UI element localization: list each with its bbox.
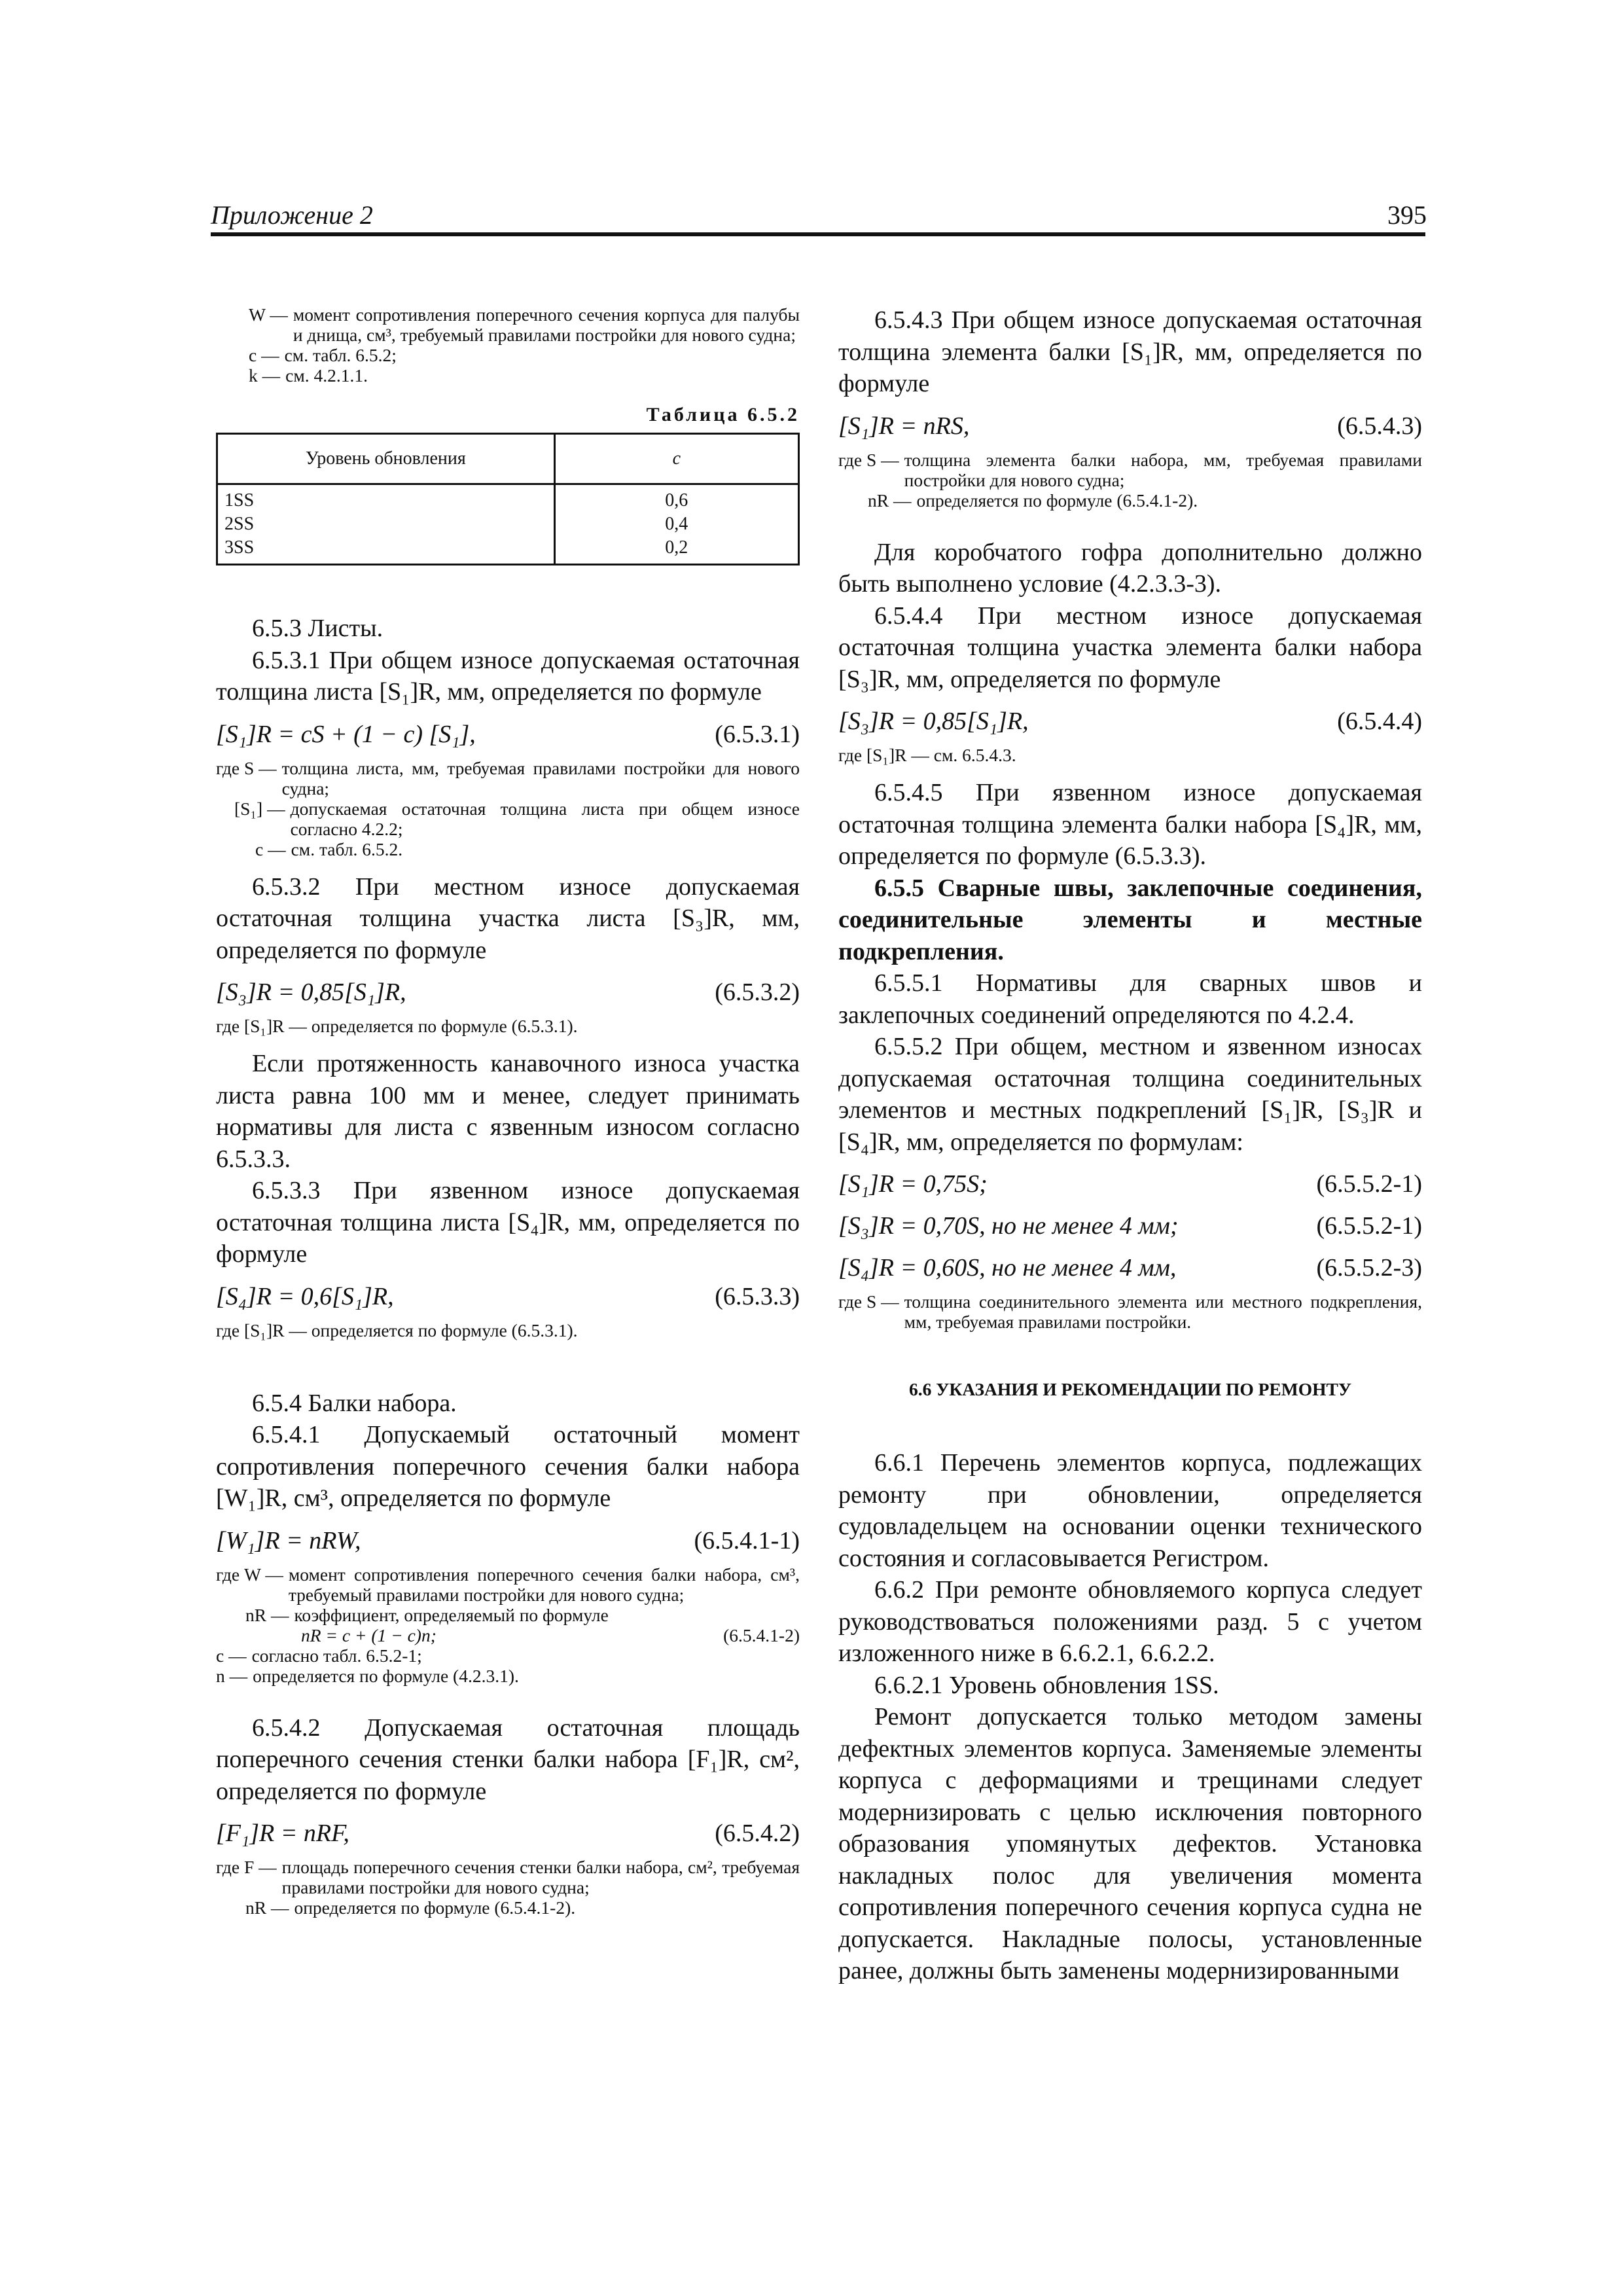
formula <box>216 719 800 750</box>
definition-row <box>216 304 800 345</box>
section-heading: 6.5.4 Балки набора. <box>252 1389 457 1417</box>
table-header-row <box>217 434 799 484</box>
formula <box>838 1252 1422 1283</box>
definition-desc: см. табл. 6.5.2. <box>291 838 403 859</box>
formula-number: (6.5.5.2-1) <box>1316 1212 1422 1240</box>
subformula-number: (6.5.4.1-2) <box>723 1624 800 1645</box>
right-column <box>838 304 1422 1987</box>
paragraph: 6.5.3.3 При язвенном износе допускаемая остаточная толщина листа [S₄]R, мм, определяется по формуле <box>216 1177 800 1268</box>
definition-term: k — <box>249 365 281 386</box>
definition-row <box>216 1605 800 1625</box>
paragraph: 6.5.4.1 Допускаемый остаточный момент сопротивления поперечного сечения балки набора [W₁]R, см³, определяется по формуле <box>216 1421 800 1512</box>
formula-expression: [S₄]R = 0,6[S₁]R, <box>216 1282 394 1310</box>
definition-term: где F — <box>216 1857 277 1877</box>
formula-definitions <box>838 450 1422 511</box>
formula-number: (6.5.3.1) <box>715 720 800 748</box>
formula-definition: где [S₁]R — см. 6.5.4.3. <box>838 745 1016 765</box>
definition-term: nR — <box>245 1897 289 1918</box>
formula <box>838 410 1422 442</box>
formula-definitions <box>216 1564 800 1686</box>
definition-term: где S — <box>838 449 899 470</box>
definition-row <box>216 1666 800 1686</box>
definition-desc: согласно табл. 6.5.2-1; <box>251 1645 422 1666</box>
chapter-heading: 6.6 УКАЗАНИЯ И РЕКОМЕНДАЦИИ ПО РЕМОНТУ <box>908 1379 1352 1399</box>
formula-number: (6.5.4.4) <box>1337 708 1422 735</box>
definition-row <box>216 758 800 798</box>
formula <box>838 1168 1422 1200</box>
formula-number: (6.5.4.2) <box>715 1820 800 1847</box>
section-heading: 6.5.3 Листы. <box>252 615 383 642</box>
definition-row <box>216 365 800 386</box>
definition-row <box>838 490 1422 511</box>
left-column <box>216 304 800 1918</box>
formula <box>838 706 1422 737</box>
definition-desc: момент сопротивления поперечного сечения корпуса для палубы и днища, см³, требуемый правилами постройки для нового судна; <box>293 304 800 345</box>
definition-term: W — <box>249 304 288 325</box>
definition-row <box>216 798 800 839</box>
definition-row <box>216 1897 800 1918</box>
definition-desc: см. табл. 6.5.2; <box>284 345 397 365</box>
definition-desc: определяется по формуле (6.5.4.1-2). <box>294 1897 576 1918</box>
formula <box>216 1525 800 1556</box>
paragraph: Если протяженность канавочного износа участка листа равна 100 мм и менее, следует принимать нормативы для листа с язвенным износом согласно 6.5.3.3. <box>216 1050 800 1173</box>
formula <box>216 1281 800 1312</box>
subformula-expression: nR = c + (1 − c)n; <box>301 1624 437 1645</box>
formula-expression: [S₁]R = nRS, <box>838 412 970 440</box>
table-row <box>217 484 799 565</box>
renewal-level-table <box>216 433 800 565</box>
formula-expression: [S₄]R = 0,60S, но не менее 4 мм, <box>838 1254 1177 1282</box>
definition-row <box>216 1564 800 1605</box>
paragraph: 6.5.5.1 Нормативы для сварных швов и заклепочных соединений определяются по 4.2.4. <box>838 969 1422 1029</box>
definition-desc: толщина соединительного элемента или местного подкрепления, мм, требуемая правилами постройки. <box>904 1291 1422 1332</box>
formula <box>838 1210 1422 1242</box>
paragraph: 6.5.4.4 При местном износе допускаемая остаточная толщина участка элемента балки набора [S₃]R, мм, определяется по формуле <box>838 601 1422 693</box>
header-rule <box>211 232 1425 236</box>
definition-term: nR — <box>868 490 912 511</box>
paragraph: 6.5.5.2 При общем, местном и язвенном износах допускаемая остаточная толщина соединительных элементов и местных подкреплений [S₁]R, [S₃]R и [S₄]R, мм, определяется по формулам: <box>838 1033 1422 1156</box>
definition-desc: коэффициент, определяемый по формуле <box>294 1604 609 1625</box>
definition-row <box>838 1291 1422 1332</box>
definition-desc: толщина элемента балки набора, мм, требуемая правилами постройки для нового судна; <box>904 449 1422 490</box>
definition-subformula-row <box>216 1625 800 1645</box>
paragraph: 6.6.2.1 Уровень обновления 1SS. <box>874 1671 1219 1699</box>
table-cell-levels: 1SS 2SS 3SS <box>217 484 555 565</box>
definition-desc: определяется по формуле (4.2.3.1). <box>253 1665 519 1686</box>
section-heading: 6.5.5 Сварные швы, заклепочные соединения, соединительные элементы и местные подкрепления. <box>838 874 1422 965</box>
paragraph: 6.5.4.5 При язвенном износе допускаемая остаточная толщина элемента балки набора [S₄]R, мм, определяется по формуле (6.5.3.3). <box>838 779 1422 870</box>
paragraph: 6.5.4.3 При общем износе допускаемая остаточная толщина элемента балки [S₁]R, мм, определяется по формуле <box>838 306 1422 397</box>
formula-definition: где [S₁]R — определяется по формуле (6.5.3.1). <box>216 1016 578 1036</box>
definition-term: nR — <box>245 1604 289 1625</box>
formula-number: (6.5.4.1-1) <box>694 1526 800 1554</box>
definition-desc: см. 4.2.1.1. <box>285 365 368 386</box>
page-number: 395 <box>1387 200 1427 230</box>
formula-number: (6.5.3.3) <box>715 1282 800 1310</box>
formula-expression: [S₁]R = 0,75S; <box>838 1170 988 1198</box>
definition-desc: допускаемая остаточная толщина листа при общем износе согласно 4.2.2; <box>290 798 800 839</box>
paragraph: 6.5.3.1 При общем износе допускаемая остаточная толщина листа [S₁]R, мм, определяется по формуле <box>216 646 800 706</box>
paragraph: Ремонт допускается только методом замены дефектных элементов корпуса. Заменяемые элементы корпуса с деформациями и трещинами следует модернизировать с целью исключения повторного образования упомянутых дефектов. Установка накладных полос для увеличения момента сопротивления поперечного сечения корпуса судна не допускается. Накладные полосы, установленные ранее, должны быть заменены модернизированными <box>838 1703 1422 1984</box>
definition-desc: площадь поперечного сечения стенки балки набора, см², требуемая правилами постройки для нового судна; <box>281 1857 800 1897</box>
definition-row <box>838 450 1422 490</box>
definition-row <box>216 1645 800 1666</box>
formula-number: (6.5.3.2) <box>715 978 800 1006</box>
definition-term: где S — <box>216 757 277 778</box>
formula-number: (6.5.5.2-1) <box>1316 1170 1422 1198</box>
formula-expression: [S₃]R = 0,85[S₁]R, <box>838 708 1029 735</box>
formula-definitions <box>838 1291 1422 1332</box>
paragraph: 6.5.4.2 Допускаемая остаточная площадь поперечного сечения стенки балки набора [F₁]R, см², определяется по формуле <box>216 1713 800 1805</box>
definition-term: где W — <box>216 1564 283 1585</box>
intro-definitions <box>216 304 800 386</box>
definition-term: [S₁] — <box>234 798 285 819</box>
formula-number: (6.5.5.2-3) <box>1316 1254 1422 1282</box>
definition-term: c — <box>249 345 279 365</box>
definition-row <box>216 839 800 859</box>
table-header-level: Уровень обновления <box>217 434 555 484</box>
definition-term: n — <box>216 1665 248 1686</box>
definition-term: где S — <box>838 1291 899 1312</box>
table-header-c: c <box>554 434 798 484</box>
formula-expression: [F₁]R = nRF, <box>216 1820 349 1847</box>
formula-expression: [S₁]R = cS + (1 − c) [S₁], <box>216 720 476 748</box>
definition-row <box>216 1857 800 1897</box>
definition-desc: определяется по формуле (6.5.4.1-2). <box>916 490 1198 511</box>
table-caption: Таблица 6.5.2 <box>646 404 800 425</box>
definition-term: c — <box>216 1645 247 1666</box>
formula <box>216 1818 800 1849</box>
page-header-title: Приложение 2 <box>211 200 373 230</box>
paragraph: 6.6.1 Перечень элементов корпуса, подлежащих ремонту при обновлении, определяется судовладельцем на основании оценки технического состояния и согласовывается Регистром. <box>838 1449 1422 1572</box>
definition-term: c — <box>255 838 286 859</box>
formula-definitions <box>216 758 800 859</box>
formula-expression: [W₁]R = nRW, <box>216 1526 361 1554</box>
formula-number: (6.5.4.3) <box>1337 412 1422 440</box>
formula-expression: [S₃]R = 0,70S, но не менее 4 мм; <box>838 1212 1179 1240</box>
formula-definition: где [S₁]R — определяется по формуле (6.5.3.1). <box>216 1319 578 1340</box>
definition-row <box>216 345 800 365</box>
formula-definitions <box>216 1857 800 1918</box>
paragraph: 6.5.3.2 При местном износе допускаемая остаточная толщина участка листа [S₃]R, мм, определяется по формуле <box>216 872 800 964</box>
paragraph: 6.6.2 При ремонте обновляемого корпуса следует руководствоваться положениями разд. 5 с учетом изложенного ниже в 6.6.2.1, 6.6.2.2. <box>838 1576 1422 1667</box>
paragraph: Для коробчатого гофра дополнительно должно быть выполнено условие (4.2.3.3-3). <box>838 538 1422 598</box>
formula <box>216 977 800 1008</box>
definition-desc: момент сопротивления поперечного сечения балки набора, см³, требуемый правилами постройки для нового судна; <box>288 1564 800 1605</box>
table-cell-values: 0,6 0,4 0,2 <box>554 484 798 565</box>
definition-desc: толщина листа, мм, требуемая правилами постройки для нового судна; <box>281 757 800 798</box>
formula-expression: [S₃]R = 0,85[S₁]R, <box>216 978 406 1006</box>
